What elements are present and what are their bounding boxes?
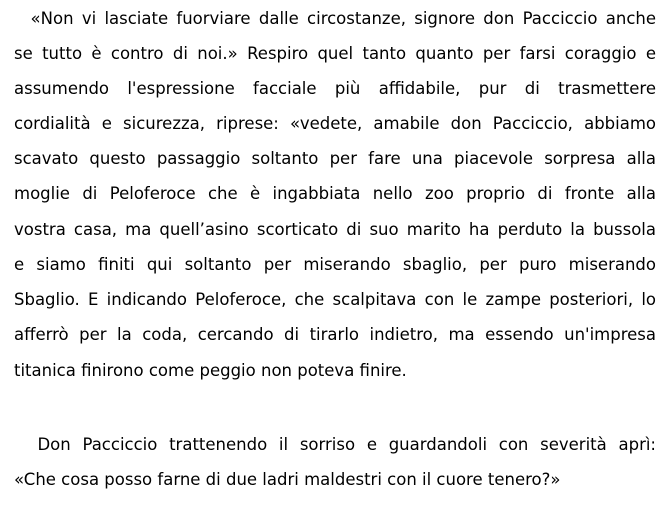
text-line: afferrò per la coda, cercando di tirarlo indietro, ma essendo un'impresa — [14, 325, 656, 344]
text-line: vostra casa, ma quell’asino scorticato di suo marito ha perduto la bussola — [14, 220, 656, 239]
text-line: titanica finirono come peggio non poteva finire. — [14, 361, 407, 380]
text-line: Don Pacciccio trattenendo il sorriso e guardandoli con severità aprì: — [14, 435, 656, 454]
text-line: «Che cosa posso farne di due ladri maldestri con il cuore tenero?» — [14, 470, 561, 489]
text-line: assumendo l'espressione facciale più affidabile, pur di trasmettere — [14, 79, 656, 98]
text-line: Sbaglio. E indicando Peloferoce, che scalpitava con le zampe posteriori, lo — [14, 290, 656, 309]
text-line: cordialità e sicurezza, riprese: «vedete, amabile don Pacciccio, abbiamo — [14, 114, 656, 133]
text-line: e siamo finiti qui soltanto per miserando sbaglio, per puro miserando — [14, 255, 656, 274]
text-line: scavato questo passaggio soltanto per fare una piacevole sorpresa alla — [14, 149, 656, 168]
text-line: «Non vi lasciate fuorviare dalle circostanze, signore don Pacciccio anche — [14, 9, 656, 28]
text-line: moglie di Peloferoce che è ingabbiata nello zoo proprio di fronte alla — [14, 184, 656, 203]
text-line: se tutto è contro di noi.» Respiro quel tanto quanto per farsi coraggio e — [14, 44, 656, 63]
